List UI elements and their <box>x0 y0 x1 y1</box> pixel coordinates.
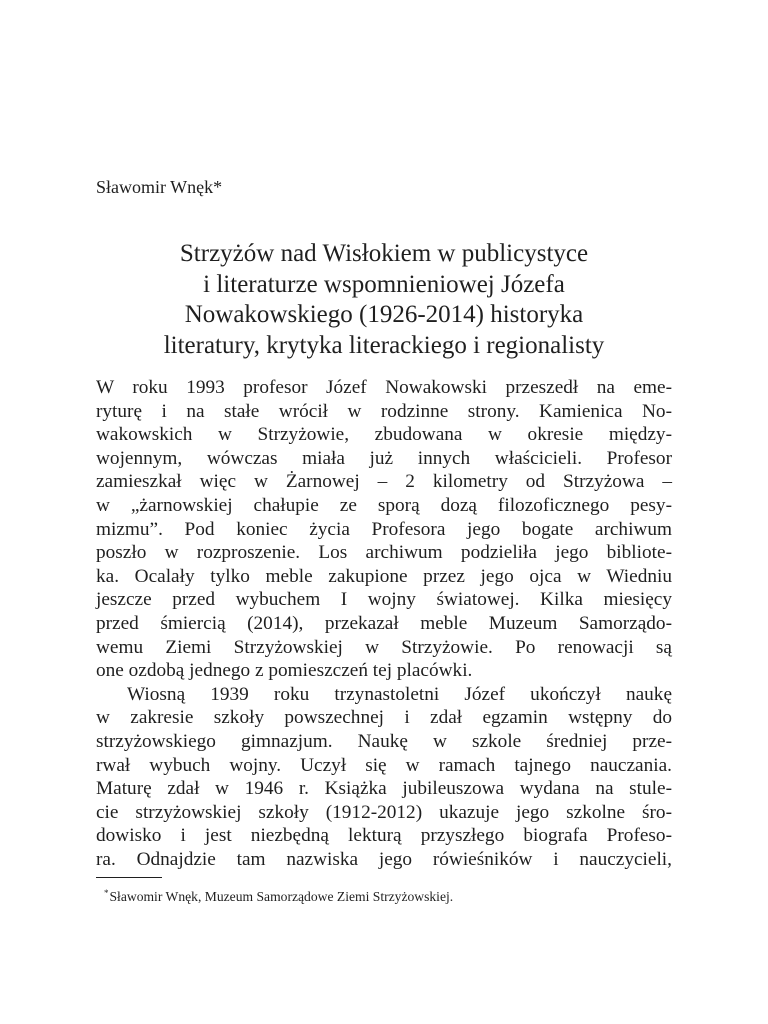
body-line: wemu Ziemi Strzyżowskiej w Strzyżowie. Po renowacji są <box>96 636 672 658</box>
body-line: wojennym, wówczas miała już innych właścicieli. Profesor <box>96 447 672 469</box>
title-line: Strzyżów nad Wisłokiem w publicystyce <box>179 240 589 267</box>
body-line: one ozdobą jednego z pomieszczeń tej placówki. <box>96 660 473 682</box>
body-line: Wiosną 1939 roku trzynastoletni Józef ukończył naukę <box>127 683 672 705</box>
title-line: Nowakowskiego (1926-2014) historyka <box>184 301 584 328</box>
footnote-text: Sławomir Wnęk, Muzeum Samorządowe Ziemi Strzyżowskiej. <box>109 889 454 904</box>
article-body <box>96 376 672 871</box>
body-line: W roku 1993 profesor Józef Nowakowski przeszedł na eme- <box>96 377 672 398</box>
footnote-mark: * <box>104 888 109 898</box>
body-line: poszło w rozproszenie. Los archiwum podzieliła jego bibliote- <box>96 542 672 564</box>
body-line: przed śmiercią (2014), przekazał meble Muzeum Samorządo- <box>96 612 672 634</box>
body-line: wakowskich w Strzyżowie, zbudowana w okresie między- <box>96 424 672 446</box>
body-line: strzyżowskiego gimnazjum. Naukę w szkole średniej prze- <box>96 730 672 752</box>
body-line: dowisko i jest niezbędną lekturą przyszłego biografa Profeso- <box>96 825 672 847</box>
footnote-divider <box>96 877 162 878</box>
body-line: zamieszkał więc w Żarnowej – 2 kilometry od Strzyżowa – <box>96 471 672 493</box>
body-line: ka. Ocalały tylko meble zakupione przez jego ojca w Wiedniu <box>96 565 672 587</box>
body-line: rwał wybuch wojny. Uczył się w ramach tajnego nauczania. <box>96 754 672 776</box>
body-line: ryturę i na stałe wrócił w rodzinne strony. Kamienica No- <box>96 400 672 422</box>
article-title <box>96 239 672 361</box>
body-line: jeszcze przed wybuchem I wojny światowej. Kilka miesięcy <box>96 589 672 611</box>
body-line: mizmu”. Pod koniec życia Profesora jego bogate archiwum <box>96 518 672 540</box>
body-line: ra. Odnajdzie tam nazwiska jego rówieśników i nauczycieli, <box>96 848 672 870</box>
body-line: w „żarnowskiej chałupie ze sporą dozą filozoficznego pesy- <box>96 494 672 516</box>
author-name: Sławomir Wnęk* <box>96 177 223 197</box>
title-line: literatury, krytyka literackiego i regionalisty <box>163 331 605 359</box>
body-line: Maturę zdał w 1946 r. Książka jubileuszowa wydana na stule- <box>96 778 672 800</box>
body-line: cie strzyżowskiej szkoły (1912-2012) ukazuje jego szkolne śro- <box>96 801 672 823</box>
body-line: w zakresie szkoły powszechnej i zdał egzamin wstępny do <box>96 707 672 729</box>
title-line: i literaturze wspomnieniowej Józefa <box>203 270 565 298</box>
footnote <box>104 884 453 906</box>
